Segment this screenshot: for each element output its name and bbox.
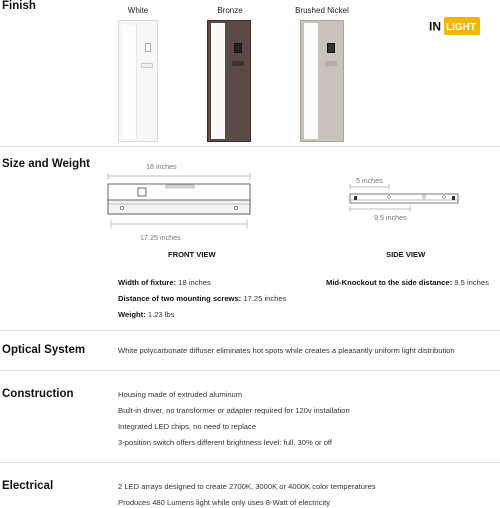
logo-light-text: LIGHT <box>446 22 476 33</box>
construction-item: 3-position switch offers different brightness level: full, 30% or off <box>118 438 333 447</box>
electrical-title: Electrical <box>2 480 54 492</box>
construction-item: Integrated LED chips, no need to replace <box>118 422 257 431</box>
finish-title: Finish <box>2 0 36 12</box>
optical-title: Optical System <box>2 344 86 356</box>
divider <box>0 330 500 331</box>
finish-label-brushed-nickel: Brushed Nickel <box>295 6 349 15</box>
inlight-logo <box>428 16 480 36</box>
brushed-nickel-fixture-image <box>300 20 344 142</box>
front-view-drawing <box>100 172 262 234</box>
side-view-caption: SIDE VIEW <box>386 250 426 259</box>
electrical-item: Produces 480 Lumens light while only uses 8-Watt of electricity <box>118 498 331 507</box>
finish-label-bronze: Bronze <box>217 6 243 15</box>
front-dim-top: 18 inches <box>146 162 177 171</box>
size-title: Size and Weight <box>2 158 90 170</box>
optical-text: White polycarbonate diffuser eliminates hot spots while creates a pleasantly uniform light distribution <box>118 346 455 355</box>
finish-label-white: White <box>127 6 149 15</box>
switch-icon <box>234 43 242 53</box>
logo-in-text: IN <box>429 19 441 34</box>
switch-icon <box>327 43 335 53</box>
knockout-spec: Mid-Knockout to the side distance: 9.5 inches <box>326 278 489 287</box>
electrical-item: 2 LED arrays designed to create 2700K, 3000K or 4000K color temperatures <box>118 482 376 491</box>
divider <box>0 146 500 147</box>
front-view-caption: FRONT VIEW <box>168 250 216 259</box>
divider <box>0 370 500 371</box>
side-view-drawing <box>344 184 464 214</box>
side-dim-bottom: 9.5 inches <box>374 213 407 222</box>
bronze-fixture-image <box>207 20 251 142</box>
white-fixture-image <box>118 20 158 142</box>
weight-spec: Weight: 1.23 lbs <box>118 310 175 319</box>
side-dim-top: 5 inches <box>356 176 383 185</box>
width-spec: Width of fixture: 18 inches <box>118 278 211 287</box>
divider <box>0 462 500 463</box>
front-dim-bottom: 17.25 inches <box>140 233 181 242</box>
construction-item: Housing made of extruded aluminum <box>118 390 243 399</box>
construction-title: Construction <box>2 388 74 400</box>
screws-spec: Distance of two mounting screws: 17.25 inches <box>118 294 287 303</box>
construction-item: Built-in driver, no transformer or adapter required for 120v installation <box>118 406 350 415</box>
switch-icon <box>145 43 151 52</box>
